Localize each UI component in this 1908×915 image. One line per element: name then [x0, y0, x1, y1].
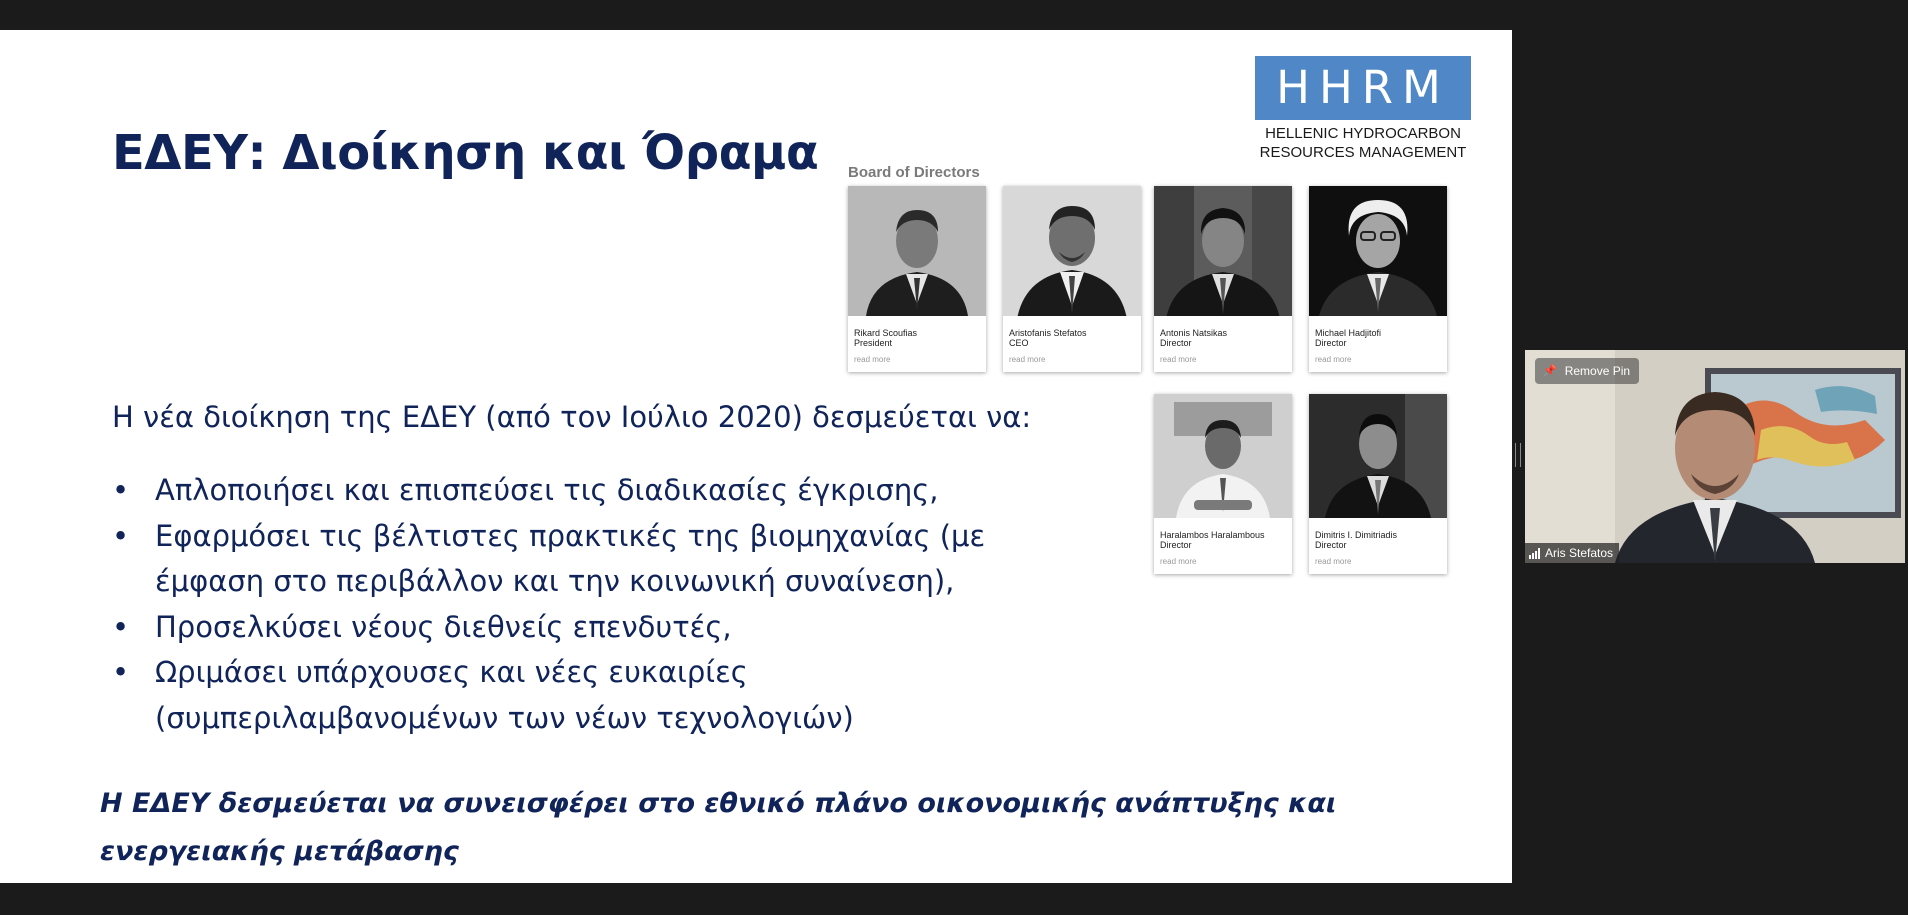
pin-icon: 📌 — [1543, 365, 1557, 377]
director-card — [1154, 186, 1292, 372]
list-item — [112, 650, 1055, 741]
commitments-list — [112, 468, 1055, 741]
director-role: CEO — [1009, 338, 1029, 348]
participant-video[interactable] — [1525, 350, 1905, 563]
director-card — [848, 186, 986, 372]
bullet-icon: • — [112, 609, 130, 644]
read-more-link[interactable]: read more — [1160, 557, 1197, 566]
bullet-icon: • — [112, 655, 130, 689]
hhrm-logo — [1255, 56, 1471, 162]
slide-title: ΕΔΕΥ: Διοίκηση και Όραμα — [112, 125, 819, 181]
director-card — [1309, 186, 1447, 372]
director-name: Michael Hadjitofi — [1315, 328, 1382, 338]
list-item-text: Ωριμάσει υπάρχουσες και νέες ευκαιρίες (συμπεριλαμβανομένων των νέων τεχνολογιών) — [155, 655, 854, 735]
list-item — [112, 605, 1055, 651]
signal-bars-icon — [1529, 548, 1540, 559]
panel-resize-handle[interactable] — [1515, 443, 1521, 467]
director-photo — [848, 186, 986, 316]
list-item-text: Απλοποιήσει και επισπεύσει τις διαδικασίες έγκρισης, — [155, 473, 939, 507]
bullet-icon: • — [112, 518, 130, 553]
list-item-text: Προσελκύσει νέους διεθνείς επενδυτές, — [155, 609, 732, 644]
board-heading: Board of Directors — [848, 164, 980, 181]
remove-pin-label: Remove Pin — [1564, 364, 1631, 378]
director-name: Haralambos Haralambous — [1160, 530, 1265, 540]
director-role: Director — [1160, 338, 1192, 348]
read-more-link[interactable]: read more — [1315, 557, 1352, 566]
shared-slide — [0, 30, 1512, 883]
list-item — [112, 514, 1055, 605]
remove-pin-button[interactable] — [1535, 358, 1639, 384]
director-photo — [1154, 186, 1292, 316]
participant-name-tag — [1525, 543, 1619, 563]
director-photo — [1003, 186, 1141, 316]
director-card — [1003, 186, 1141, 372]
logo-acronym: HHRM — [1255, 56, 1471, 120]
closing-statement: Η ΕΔΕΥ δεσμεύεται να συνεισφέρει στο εθνικό πλάνο οικονομικής ανάπτυξης και ενεργειακής μετάβασης — [100, 788, 1337, 867]
list-item-text: Εφαρμόσει τις βέλτιστες πρακτικές της βιομηχανίας (με έμφαση στο περιβάλλον και την κοινωνική συναίνεση), — [155, 518, 986, 598]
director-role: Director — [1315, 540, 1347, 550]
director-role: Director — [1160, 540, 1192, 550]
participant-name: Aris Stefatos — [1545, 546, 1614, 560]
logo-subtitle-line-1: HELLENIC HYDROCARBON — [1265, 125, 1461, 142]
director-card — [1154, 394, 1292, 574]
read-more-link[interactable]: read more — [1009, 355, 1046, 364]
read-more-link[interactable]: read more — [1315, 355, 1352, 364]
logo-subtitle-line-2: RESOURCES MANAGEMENT — [1259, 144, 1467, 161]
list-item — [112, 468, 1055, 514]
director-name: Dimitris I. Dimitriadis — [1315, 530, 1397, 540]
read-more-link[interactable]: read more — [1160, 355, 1197, 364]
director-name: Aristofanis Stefatos — [1009, 328, 1087, 338]
read-more-link[interactable]: read more — [854, 355, 891, 364]
director-photo — [1309, 186, 1447, 316]
director-name: Rikard Scoufias — [854, 328, 918, 338]
director-card — [1309, 394, 1447, 574]
director-role: President — [854, 338, 893, 348]
intro-text: Η νέα διοίκηση της ΕΔΕΥ (από τον Ιούλιο 2020) δεσμεύεται να: — [112, 400, 1032, 434]
director-role: Director — [1315, 338, 1347, 348]
director-photo — [1309, 394, 1447, 518]
logo-subtitle — [1255, 124, 1471, 162]
director-name: Antonis Natsikas — [1160, 328, 1228, 338]
bullet-icon: • — [112, 473, 130, 507]
director-photo — [1154, 394, 1292, 518]
